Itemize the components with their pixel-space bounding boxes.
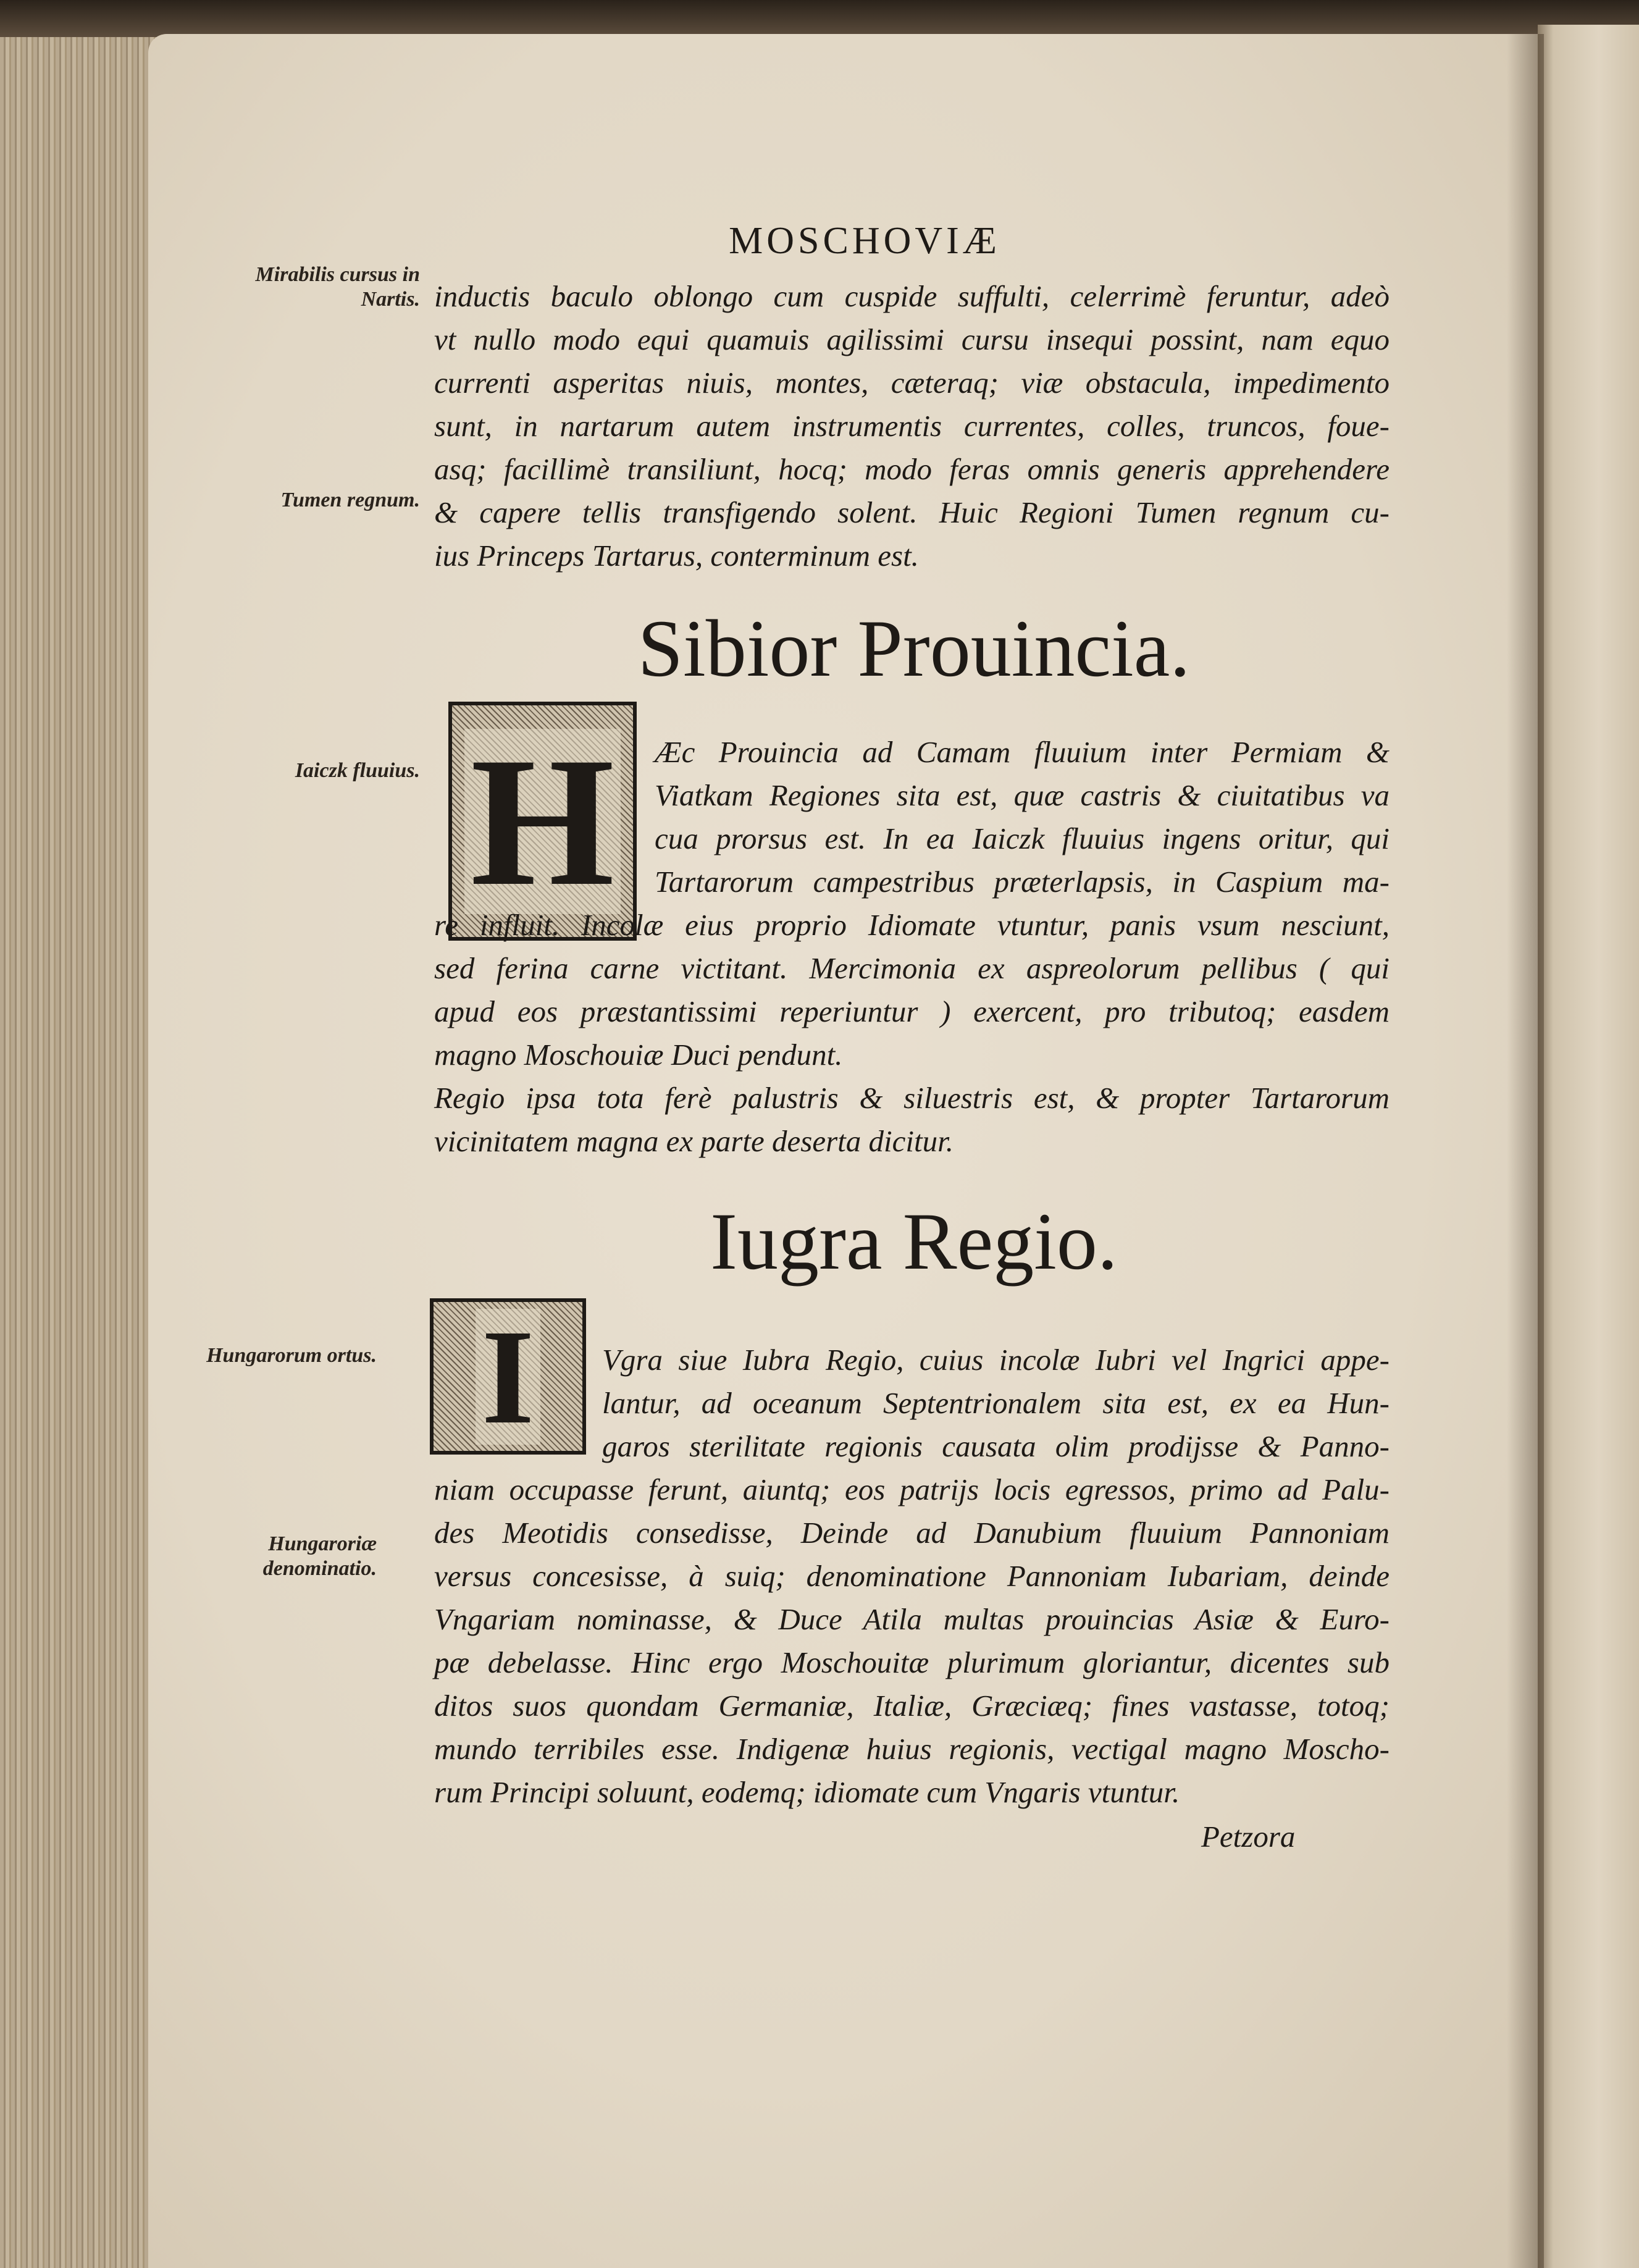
decorated-initial-h: H [448, 702, 637, 941]
text-line: lantur, ad oceanum Septentrionalem sita est, ex ea Hun- [602, 1386, 1390, 1420]
text-line: Tartarorum campestribus præterlapsis, in Caspium ma- [655, 865, 1390, 899]
text-line: rum Principi soluunt, eodemq; idiomate cum Vngaris vtuntur. [434, 1775, 1180, 1809]
text-line: inductis baculo oblongo cum cuspide suffulti, celerrimè feruntur, adeò [434, 279, 1390, 313]
text-line: mundo terribiles esse. Indigenæ huius regionis, vectigal magno Moscho- [434, 1732, 1390, 1766]
margin-note: Hungaroriæ denominatio. [262, 1532, 377, 1580]
margin-note: Iaiczk fluuius. [295, 759, 420, 782]
text-line: vicinitatem magna ex parte deserta dicitur. [434, 1124, 954, 1158]
text-line: sunt, in nartarum autem instrumentis currentes, colles, truncos, foue- [434, 409, 1390, 443]
section-title-iugra: Iugra Regio. [710, 1196, 1118, 1287]
text-line: Æc Prouincia ad Camam fluuium inter Permiam & [655, 735, 1390, 769]
running-title: MOSCHOVIÆ [729, 220, 1000, 262]
text-line: magno Moschouiæ Duci pendunt. [434, 1038, 843, 1072]
text-line: apud eos præstantissimi reperiuntur ) exercent, pro tributoq; easdem [434, 994, 1390, 1028]
text-line: versus concesisse, à suiq; denominatione Pannoniam Iubariam, deinde [434, 1559, 1390, 1593]
section-title-sibior: Sibior Prouincia. [637, 603, 1191, 694]
book-page-edges [0, 37, 161, 2268]
text-line: Vngariam nominasse, & Duce Atila multas prouincias Asiæ & Euro- [434, 1602, 1390, 1636]
facing-page-edge [1538, 25, 1639, 2268]
text-line: sed ferina carne victitant. Mercimonia ex aspreolorum pellibus ( qui [434, 951, 1390, 985]
catchword: Petzora [1201, 1820, 1296, 1854]
text-line: des Meotidis consedisse, Deinde ad Danubium fluuium Pannoniam [434, 1516, 1390, 1550]
text-line: vt nullo modo equi quamuis agilissimi cursu insequi possint, nam equo [434, 322, 1390, 356]
text-line: ditos suos quondam Germaniæ, Italiæ, Græciæq; fines vastasse, totoq; [434, 1689, 1390, 1723]
text-line: garos sterilitate regionis causata olim prodijsse & Panno- [602, 1429, 1390, 1463]
text-line: pæ debelasse. Hinc ergo Moschouitæ plurimum gloriantur, dicentes sub [434, 1645, 1390, 1679]
margin-note: Tumen regnum. [280, 489, 420, 511]
margin-note: Mirabilis cursus in Nartis. [255, 263, 420, 311]
text-line: re influit. Incolæ eius proprio Idiomate vtuntur, panis vsum nesciunt, [434, 908, 1390, 942]
text-line: Vgra siue Iubra Regio, cuius incolæ Iubri vel Ingrici appe- [602, 1343, 1390, 1377]
text-line: Viatkam Regiones sita est, quæ castris & ciuitatibus va [655, 778, 1390, 812]
text-line: Regio ipsa tota ferè palustris & siluestris est, & propter Tartarorum [434, 1081, 1390, 1115]
text-line: asq; facillimè transiliunt, hocq; modo feras omnis generis apprehendere [434, 452, 1390, 486]
text-line: currenti asperitas niuis, montes, cæteraq; viæ obstacula, impedimento [434, 366, 1390, 400]
text-line: & capere tellis transfigendo solent. Huic Regioni Tumen regnum cu- [434, 495, 1390, 529]
decorated-initial-i: I [430, 1298, 586, 1455]
text-line: ius Princeps Tartarus, conterminum est. [434, 539, 919, 573]
text-line: niam occupasse ferunt, aiuntq; eos patrijs locis egressos, primo ad Palu- [434, 1472, 1390, 1506]
margin-note: Hungarorum ortus. [206, 1344, 377, 1367]
text-line: cua prorsus est. In ea Iaiczk fluuius ingens oritur, qui [655, 821, 1390, 855]
page-gutter-shadow [1507, 34, 1544, 2268]
